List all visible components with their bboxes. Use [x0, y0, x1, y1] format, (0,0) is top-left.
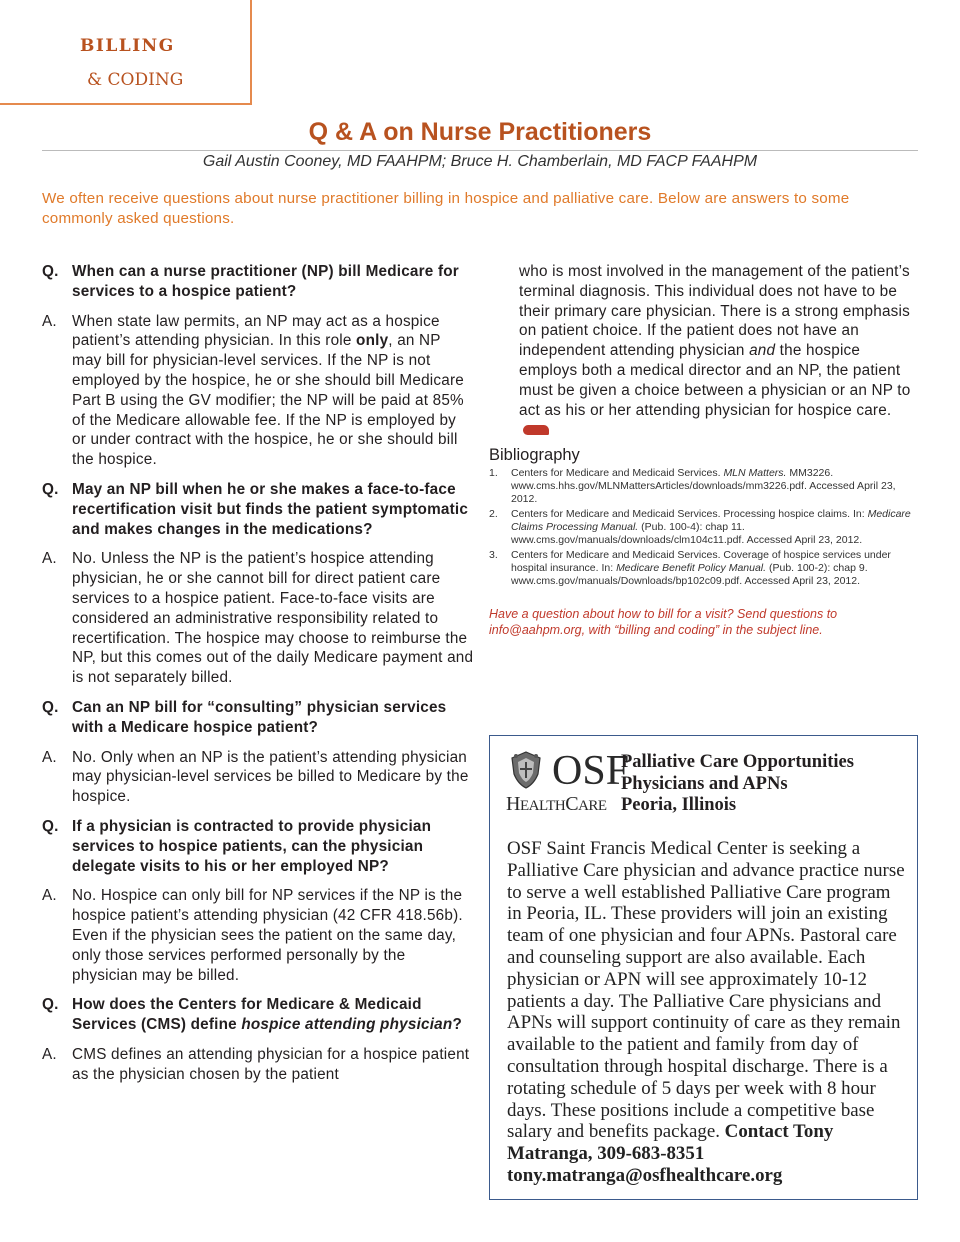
article-intro: We often receive questions about nurse practitioner billing in hospice and palliative care. Below are answers to some commonly asked questions. [42, 190, 850, 227]
ad-heading-line: Peoria, Illinois [621, 795, 737, 815]
qa-label: A. [42, 748, 57, 766]
logo-letter: C [565, 793, 579, 815]
continuation-text: who is most involved in the management of the patient’s terminal diagnosis. This individual does not have to be their primary care physician. There is a strong emphasis on patient choice. If the patient does not have an independent attending physician [519, 263, 910, 360]
end-of-article-icon [523, 425, 549, 435]
qa-text [72, 312, 474, 470]
article-title: Q & A on Nurse Practitioners [308, 118, 652, 146]
ad-body-text: OSF Saint Francis Medical Center is seeking a Palliative Care physician and advance practice nurse to serve a well established Palliative Care program in Peoria, IL. These providers will join an existing team of one physician and four APNs. Pastoral care and counseling support are also available. Each physician or APN will see approximately 10-12 patients a day. The Palliative Care physicians and APNs will support continuity of care as they remain available to the patient and family from day of consultation through hospital discharge. There is a rotating schedule of 5 days per week with 8 hour days. These positions include a competitive base salary and benefits package. [507, 838, 905, 1143]
qa-text: No. Hospice can only bill for NP services if the NP is the hospice patient’s attending physician (42 CFR 418.56b). Even if the physician sees the patient on the same day, only those services performed personally by the physician may be billed. [72, 887, 463, 984]
qa-text-emphasis: hospice attending physician [241, 1016, 453, 1034]
qa-answer [42, 886, 474, 985]
qa-text: Can an NP bill for “consulting” physician services with a Medicare hospice patient? [72, 698, 447, 736]
bibliography-item [489, 467, 919, 506]
section-label: BILLING [80, 36, 175, 56]
bib-part: (Pub. 100-2): chap 9. www.cms.gov/manuals/Downloads/bp102c09.pdf. Accessed April 23, 2012. [511, 562, 868, 588]
bib-source: Medicare Claims Processing Manual. [511, 508, 911, 534]
ad-heading-line: Physicians and APNs [621, 773, 788, 794]
qa-text-part: When state law permits, an NP may act as a hospice patient’s attending physician. In this role [72, 312, 440, 350]
ad-heading [621, 752, 854, 817]
qa-text: If a physician is contracted to provide physician services to hospice patients, can the physician delegate visits to his or her employed NP? [72, 817, 432, 875]
logo-letters: ARE [578, 798, 607, 814]
bib-part: Centers for Medicare and Medicaid Services. [511, 467, 724, 480]
bibliography-item [489, 549, 919, 588]
answer-continuation [489, 262, 919, 440]
bibliography-number: 3. [489, 549, 498, 562]
bibliography-list [489, 467, 919, 588]
bibliography-text [511, 549, 919, 588]
logo-letters: EALTH [519, 798, 566, 814]
qa-text: No. Unless the NP is the patient’s hospice attending physician, he or she cannot bill for direct patient care services to a hospice patient. Face-to-face visits are considered an administrative responsibility related to recertification. The hospice may choose to reimburse the NP, but this comes out of the daily Medicare payment and is not separately billed. [72, 550, 474, 687]
section-header-box [0, 0, 252, 105]
qa-text: CMS defines an attending physician for a hospice patient as the physician chosen by the patient [72, 1045, 470, 1083]
qa-question [42, 480, 474, 539]
qa-question [42, 995, 474, 1035]
qa-label: A. [42, 550, 57, 568]
qa-answer [42, 748, 474, 807]
ad-contact: Contact Tony Matranga, 309-683-8351 tony.matranga@osfhealthcare.org [507, 1121, 834, 1186]
bib-part: Centers for Medicare and Medicaid Services. Coverage of hospice services under hospital insurance. In: [511, 549, 891, 575]
ad-body [507, 838, 907, 1187]
qa-label: Q. [42, 996, 59, 1014]
qa-answer [42, 1045, 474, 1085]
qa-text-emphasis: only [356, 332, 389, 350]
qa-answer [42, 312, 474, 470]
osf-crest-icon [506, 750, 546, 790]
qa-text [72, 995, 474, 1035]
qa-label: Q. [42, 263, 59, 280]
bib-source: Medicare Benefit Policy Manual. [616, 562, 767, 575]
qa-text: No. Only when an NP is the patient’s attending physician may physician-level services be billed to Medicare by the hospice. [72, 748, 469, 806]
qa-label: Q. [42, 480, 59, 498]
qa-label: Q. [42, 698, 59, 716]
logo-letter: H [506, 793, 520, 815]
bibliography-text [511, 508, 919, 547]
healthcare-logo-text [506, 793, 607, 816]
article-authors: Gail Austin Cooney, MD FAAHPM; Bruce H. Chamberlain, MD FACP FAAHPM [202, 153, 758, 170]
bib-part: MM3226. www.cms.hhs.gov/MLNMattersArticles/downloads/mm3226.pdf. Accessed April 23, 2012. [511, 467, 896, 506]
title-divider [42, 150, 918, 151]
bibliography-text [511, 467, 919, 506]
bib-source: MLN Matters. [723, 467, 787, 480]
continuation-emphasis: and [749, 342, 776, 360]
osf-healthcare-logo [506, 748, 630, 815]
ad-heading-line: Palliative Care Opportunities [621, 752, 854, 772]
bibliography-number: 1. [489, 467, 498, 480]
qa-label: A. [42, 1045, 57, 1063]
qa-text-part: ? [452, 1016, 462, 1034]
bibliography-item [489, 508, 919, 547]
qa-label: A. [42, 312, 57, 330]
bibliography-heading: Bibliography [489, 446, 580, 465]
osf-logo-text: OSF [552, 748, 630, 794]
qa-label: A. [42, 887, 57, 905]
section-sublabel: & CODING [87, 70, 184, 90]
qa-text-part: , an NP may bill for physician-level services. If the NP is not employed by the hospice, he or she should bill Medicare Part B using the GV modifier; the NP will be paid at 85% of the Medicare allowable fee. If the NP is employed by or under contract with the hospice, he or she should bill the hospice. [72, 332, 464, 469]
contact-note: Have a question about how to bill for a visit? Send questions to info@aahpm.org, with “billing and coding” in the subject line. [489, 607, 838, 638]
qa-label: Q. [42, 817, 59, 835]
qa-question [42, 698, 474, 738]
qa-answer [42, 549, 474, 688]
qa-text: May an NP bill when he or she makes a face-to-face recertification visit but finds the patient symptomatic and makes changes in the medications? [72, 480, 469, 538]
qa-text: When can a nurse practitioner (NP) bill Medicare for services to a hospice patient? [72, 263, 459, 300]
bib-part: Centers for Medicare and Medicaid Services. Processing hospice claims. In: [511, 508, 868, 521]
qa-text-part: How does the Centers for Medicare & Medicaid Services (CMS) define [72, 996, 422, 1034]
bibliography-number: 2. [489, 508, 498, 521]
job-advertisement [489, 735, 918, 1200]
right-column [489, 262, 919, 638]
qa-question [42, 817, 474, 876]
qa-question [42, 262, 474, 302]
continuation-text: the hospice employs both a medical director and an NP, the patient must be given a choice between a physician or an NP to act as his or her attending physician for hospice care. [519, 342, 911, 419]
bib-part: (Pub. 100-4): chap 11. www.cms.gov/manuals/downloads/clm104c11.pdf. Accessed April 23, 2012. [511, 521, 863, 547]
qa-column [42, 262, 474, 1084]
